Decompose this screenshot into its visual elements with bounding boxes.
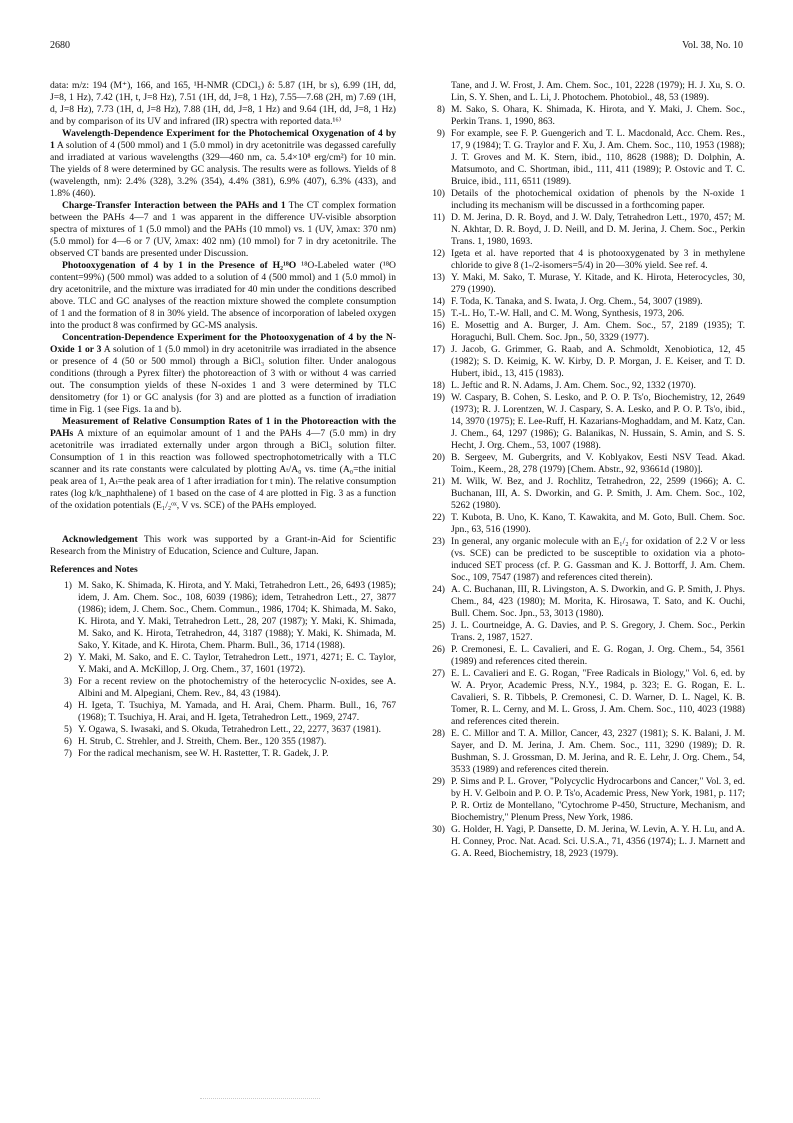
reference-item [419, 476, 745, 512]
body-paragraph [50, 128, 396, 200]
reference-number: 23) [432, 536, 445, 547]
reference-item [50, 748, 396, 760]
reference-text: F. Toda, K. Tanaka, and S. Iwata, J. Org. Chem., 54, 3007 (1989). [451, 296, 703, 307]
reference-text: Igeta et al. have reported that 4 is photooxygenated by 3 in methylene chloride to give 8 (1-/2-isomers=5/4) in 20—30% yield. See ref. 4. [451, 248, 745, 271]
reference-text: Y. Maki, M. Sako, and E. C. Taylor, Tetrahedron Lett., 1971, 4271; E. C. Taylor, Y. Maki, and A. McKillop, J. Org. Chem., 37, 1601 (1972). [78, 652, 396, 675]
body-paragraph [50, 260, 396, 332]
reference-number: 9) [437, 128, 445, 139]
references-title: References and Notes [50, 564, 138, 575]
reference-list [419, 104, 745, 860]
reference-number: 30) [432, 824, 445, 835]
reference-number: 12) [432, 248, 445, 259]
reference-list [50, 580, 396, 760]
reference-text: M. Wilk, W. Bez, and J. Rochlitz, Tetrahedron, 22, 2599 (1966); A. C. Buchanan, III, A. S. Dworkin, and G. P. Smith, J. Am. Chem. Soc., 102, 5262 (1980). [451, 476, 745, 511]
reference-number: 20) [432, 452, 445, 463]
reference-text: P. Sims and P. L. Grover, "Polycyclic Hydrocarbons and Cancer," Vol. 3, ed. by H. V. Gelboin and P. O. P. Ts'o, Academic Press, New York, 1981, p. 117; P. R. Ortiz de Montellano, "Cytochrome P-450, Structure, Mechanism, and Biochemistry," Plenum Press, New York, 1986. [451, 776, 745, 823]
reference-text: T. Kubota, B. Uno, K. Kano, T. Kawakita, and M. Goto, Bull. Chem. Soc. Jpn., 63, 516 (1990). [451, 512, 745, 535]
reference-text: L. Jeftic and R. N. Adams, J. Am. Chem. Soc., 92, 1332 (1970). [451, 380, 696, 391]
reference-number: 16) [432, 320, 445, 331]
reference-number: 1) [64, 580, 72, 591]
reference-item [419, 272, 745, 296]
body-paragraph [50, 332, 396, 416]
reference-continuation: Tane, and J. W. Frost, J. Am. Chem. Soc., 101, 2228 (1979); H. J. Xu, S. O. Lin, S. Y. Shen, and L. Li, J. Photochem. Photobiol., 48, 53 (1989). [451, 80, 745, 103]
reference-item [50, 652, 396, 676]
page-number: 2680 [50, 40, 70, 51]
paragraph-heading: Measurement of Relative Consumption Rates of 1 in the Photoreaction with the PAHs [50, 416, 396, 439]
paragraph-text: The CT complex formation between the PAHs 4—7 and 1 was apparent in the difference UV-visible absorption spectra of mixtures of 1 (5.0 mmol) and the PAHs (10 mmol) vs. 1 (UV, λmax: 370 nm) (5.0 mmol) for 4—6 or 7 (UV, λmax: 402 nm) (10 mmol) for 7 in dry acetonitrile. The observed CT bands are presented under Discussion. [50, 200, 396, 259]
reference-text: J. Jacob, G. Grimmer, G. Raab, and A. Schmoldt, Xenobiotica, 12, 45 (1982); S. D. Keimig, K. W. Kirby, D. P. Morgan, J. E. Keiser, and T. D. Hubert, ibid., 13, 415 (1983). [451, 344, 745, 379]
reference-text: A. C. Buchanan, III, R. Livingston, A. S. Dworkin, and G. P. Smith, J. Phys. Chem., 84, 423 (1980); M. Morita, K. Hirosawa, T. Sato, and K. Ouchi, Bull. Chem. Soc. Jpn., 53, 3013 (1980). [451, 584, 745, 619]
reference-text: Y. Ogawa, S. Iwasaki, and S. Okuda, Tetrahedron Lett., 22, 2277, 3637 (1981). [78, 724, 381, 735]
reference-number: 28) [432, 728, 445, 739]
acknowledgement-heading: Acknowledgement [62, 534, 138, 545]
reference-text: In general, any organic molecule with an E₁/₂ for oxidation of 2.2 V or less (vs. SCE) can be predicted to be susceptible to oxidation via a photo-induced SET process (cf. P. G. Gassman and K. J. Bottorff, J. Am. Chem. Soc., 109, 7547 (1987) and references cited therein). [451, 536, 745, 583]
reference-number: 6) [64, 736, 72, 747]
reference-item [419, 248, 745, 272]
reference-text: H. Igeta, T. Tsuchiya, M. Yamada, and H. Arai, Chem. Pharm. Bull., 16, 767 (1968); T. Tsuchiya, H. Arai, and H. Igeta, Tetrahedron Lett., 1969, 2747. [78, 700, 396, 723]
reference-item [50, 724, 396, 736]
reference-item [50, 736, 396, 748]
reference-number: 24) [432, 584, 445, 595]
reference-number: 25) [432, 620, 445, 631]
reference-text: For example, see F. P. Guengerich and T. L. Macdonald, Acc. Chem. Res., 17, 9 (1984); T. G. Traylor and F. Xu, J. Am. Chem. Soc., 110, 1953 (1988); J. T. Groves and M. K. Stern, ibid., 110, 8628 (1988); D. Dolphin, A. Matsumoto, and C. Shortman, ibid., 111, 411 (1989); P. Ostovic and T. C. Bruice, ibid., 111, 6511 (1989). [451, 128, 745, 187]
reference-number: 15) [432, 308, 445, 319]
reference-text: M. Sako, K. Shimada, K. Hirota, and Y. Maki, Tetrahedron Lett., 26, 6493 (1985); idem, J. Am. Chem. Soc., 108, 6039 (1986); idem, Tetrahedron Lett., 27, 3877 (1986); idem, J. Chem. Soc., Chem. Commun., 1986, 1704; K. Shimada, M. Sako, K. Hirota, and Y. Maki, Tetrahedron Lett., 28, 207 (1987); Y. Maki, K. Shimada, M. Sako, and K. Hirota, Tetrahedron, 44, 3187 (1988); Y. Maki, K. Shimada, M. Sako, Y. Kitade, and K. Hirota, Chem. Pharm. Bull., 36, 1714 (1988). [78, 580, 396, 651]
reference-text: For the radical mechanism, see W. H. Rastetter, T. R. Gadek, J. P. [78, 748, 329, 759]
acknowledgement [50, 534, 396, 558]
reference-number: 27) [432, 668, 445, 679]
body-paragraph [50, 416, 396, 512]
reference-item [419, 380, 745, 392]
acknowledgement-text: This work was supported by a Grant-in-Aid for Scientific Research from the Ministry of Education, Science and Culture, Japan. [50, 534, 396, 557]
reference-item [419, 188, 745, 212]
reference-item [50, 676, 396, 700]
reference-item [419, 296, 745, 308]
left-column [50, 80, 396, 760]
reference-text: E. C. Millor and T. A. Millor, Cancer, 43, 2327 (1981); S. K. Balani, J. M. Sayer, and D. M. Jerina, J. Am. Chem. Soc., 111, 3290 (1989); D. R. Bushman, S. J. Grossman, D. M. Jerina, and R. E. Lehr, J. Org. Chem., 54, 3533 (1989) and references cited therein. [451, 728, 745, 775]
reference-text: G. Holder, H. Yagi, P. Dansette, D. M. Jerina, W. Levin, A. Y. H. Lu, and A. H. Conney, Proc. Nat. Acad. Sci. U.S.A., 71, 4356 (1974); L. J. Marnett and G. A. Reed, Biochemistry, 18, 2923 (1979). [451, 824, 745, 859]
reference-number: 3) [64, 676, 72, 687]
reference-item [419, 320, 745, 344]
page-header [0, 40, 793, 54]
reference-text: T.-L. Ho, T.-W. Hall, and C. M. Wong, Synthesis, 1973, 206. [451, 308, 685, 319]
paragraph-text: A solution of 1 (5.0 mmol) in dry acetonitrile was irradiated in the absence or presence of 4 (50 or 500 mmol) through a BiCl₃ solution filter. Under analogous conditions (through a Pyrex filter) the photoreaction of 3 with or without 4 was carried out. The consumption yields of these N-oxides 1 and 3 were determined by TLC densitometry (for 1) or GC analysis (for 3) and are plotted as a function of irradiation time in Fig. 1 (see Figs. 1a and b). [50, 344, 396, 415]
journal-volume: Vol. 38, No. 10 [682, 40, 743, 51]
reference-text: M. Sako, S. Ohara, K. Shimada, K. Hirota, and Y. Maki, J. Chem. Soc., Perkin Trans. 1, 1990, 863. [451, 104, 745, 127]
reference-text: P. Cremonesi, E. L. Cavalieri, and E. G. Rogan, J. Org. Chem., 54, 3561 (1989) and references cited therein. [451, 644, 745, 667]
reference-item [419, 776, 745, 824]
reference-item [419, 620, 745, 644]
reference-item [50, 580, 396, 652]
reference-item [419, 308, 745, 320]
reference-number: 2) [64, 652, 72, 663]
paragraph-heading: Photooxygenation of 4 by 1 in the Presence of H₂¹⁸O [62, 260, 297, 271]
paragraph-text: A mixture of an equimolar amount of 1 and the PAHs 4—7 (5.0 mm) in dry acetonitrile was irradiated externally under argon through a BiCl₃ solution filter. Consumption of 1 in this reaction was followed spectrophotometrically with a TLC scanner and its rate constants were calculated by plotting Aₜ/A₀ vs. time (A₀=the initial peak area of 1, Aₜ=the peak area of 1 after irradiation for t min). The relative consumption rates (log k/k_naphthalene) of 1 based on the case of 4 are plotted in Fig. 3 as a function of the oxidation potentials (E₁/₂ᵒˣ, V vs. SCE) of the PAHs employed. [50, 428, 396, 511]
reference-item [419, 452, 745, 476]
paragraph-heading: Concentration-Dependence Experiment for the Photooxygenation of 4 by the N-Oxide 1 or 3 [50, 332, 396, 355]
reference-item [419, 728, 745, 776]
reference-text: Y. Maki, M. Sako, T. Murase, Y. Kitade, and K. Hirota, Heterocycles, 30, 279 (1990). [451, 272, 745, 295]
reference-number: 4) [64, 700, 72, 711]
reference-item [419, 644, 745, 668]
paragraph-text: ¹⁸O-Labeled water (¹⁸O content=99%) (500 mmol) was added to a solution of 4 (500 mmol) and 1 (5.0 mmol) in dry acetonitrile, and the mixture was irradiated for 40 min under the conditions described above. TLC and GC analyses of the reaction mixture showed the complete consumption of 1 and the formation of 8 in 30% yield. The absence of incorporation of labeled oxygen into the product 8 was confirmed by GC-MS analysis. [50, 260, 396, 331]
reference-text: For a recent review on the photochemistry of the heterocyclic N-oxides, see A. Albini and M. Alpegiani, Chem. Rev., 84, 43 (1984). [78, 676, 396, 699]
reference-text: H. Strub, C. Strehler, and J. Streith, Chem. Ber., 120 355 (1987). [78, 736, 327, 747]
reference-item [419, 344, 745, 380]
paragraph-text: A solution of 4 (500 mmol) and 1 (5.0 mmol) in dry acetonitrile was degassed carefully and irradiated at various wavelengths (329—460 nm, ca. 5.4×10⁸ erg/cm²) for 10 min. The yields of 8 were determined by GC analysis. The results were as follows. Yields of 8 (wavelength, nm): 2.4% (328), 3.2% (354), 4.4% (381), 6.9% (407), 6.3% (433), and 1.8% (460). [50, 140, 396, 199]
reference-number: 21) [432, 476, 445, 487]
reference-text: W. Caspary, B. Cohen, S. Lesko, and P. O. P. Ts'o, Biochemistry, 12, 2649 (1973); R. J. Lorentzen, W. J. Caspary, S. A. Lesko, and P. O. P. Ts'o, ibid., 14, 3970 (1975); E. Lee-Ruff, H. Kazarians-Moghaddam, and M. Katz, Can. J. Chem., 64, 1297 (1986); G. Balanikas, N. Hussain, S. Amin, and S. S. Hecht, J. Org. Chem., 53, 1007 (1988). [451, 392, 745, 451]
reference-number: 14) [432, 296, 445, 307]
reference-text: E. L. Cavalieri and E. G. Rogan, "Free Radicals in Biology," Vol. 6, ed. by W. A. Pryor, Academic Press, N.Y., 1984, p. 323; E. G. Rogan, E. L. Cavalieri, S. R. Tibbels, P. Cremonesi, C. D. Warner, D. L. Nagel, K. B. Tomer, R. L. Cerny, and M. L. Gross, J. Am. Chem. Soc., 110, 4023 (1988) and references cited therein. [451, 668, 745, 727]
reference-text: J. L. Courtneidge, A. G. Davies, and P. S. Gregory, J. Chem. Soc., Perkin Trans. 2, 1987, 1527. [451, 620, 745, 643]
reference-number: 5) [64, 724, 72, 735]
reference-number: 17) [432, 344, 445, 355]
reference-item [419, 392, 745, 452]
reference-item [419, 824, 745, 860]
reference-item [419, 212, 745, 248]
body-paragraph [50, 200, 396, 260]
reference-item [419, 104, 745, 128]
reference-number: 18) [432, 380, 445, 391]
reference-text: B. Sergeev, M. Gubergrits, and V. Koblyakov, Eesti NSV Tead. Akad. Toim., Keem., 28, 278 (1979) [Chem. Abstr., 92, 93661d (1980)]. [451, 452, 745, 475]
reference-number: 11) [432, 212, 445, 223]
reference-number: 19) [432, 392, 445, 403]
reference-item [419, 512, 745, 536]
reference-number: 8) [437, 104, 445, 115]
reference-number: 22) [432, 512, 445, 523]
paragraph-heading: Wavelength-Dependence Experiment for the Photochemical Oxygenation of 4 by 1 [50, 128, 396, 151]
reference-item [419, 668, 745, 728]
reference-number: 10) [432, 188, 445, 199]
reference-text: Details of the photochemical oxidation of phenols by the N-oxide 1 including its mechanism will be discussed in a forthcoming paper. [451, 188, 745, 211]
reference-text: D. M. Jerina, D. R. Boyd, and J. W. Daly, Tetrahedron Lett., 1970, 457; M. N. Akhtar, D. R. Boyd, J. D. Neill, and D. M. Jerina, J. Chem. Soc., Perkin Trans. 1, 1980, 1693. [451, 212, 745, 247]
reference-item [419, 536, 745, 584]
reference-item [50, 700, 396, 724]
reference-text: E. Mosettig and A. Burger, J. Am. Chem. Soc., 57, 2189 (1935); T. Horaguchi, Bull. Chem. Soc. Jpn., 50, 3329 (1977). [451, 320, 745, 343]
reference-number: 7) [64, 748, 72, 759]
right-column [419, 80, 745, 860]
reference-number: 26) [432, 644, 445, 655]
scan-artifact-line [200, 1098, 320, 1099]
reference-number: 13) [432, 272, 445, 283]
reference-item [419, 128, 745, 188]
reference-number: 29) [432, 776, 445, 787]
paragraph-heading: Charge-Transfer Interaction between the PAHs and 1 [62, 200, 286, 211]
reference-item [419, 584, 745, 620]
body-paragraph: data: m/z: 194 (M⁺), 166, and 165, ¹H-NMR (CDCl₃) δ: 5.87 (1H, br s), 6.99 (1H, dd, J=8, 1 Hz), 7.42 (1H, t, J=8 Hz), 7.51 (1H, dd, J=8, 1 Hz), 7.55—7.68 (2H, m) 7.69 (1H, d, J=8 Hz), 7.73 (1H, d, J=8 Hz), 7.88 (1H, dd, J=8, 1 Hz) and 9.64 (1H, dd, J=8, 1 Hz) and by comparison of its UV and infrared (IR) spectra with reported data.¹⁶⁾ [50, 80, 396, 127]
